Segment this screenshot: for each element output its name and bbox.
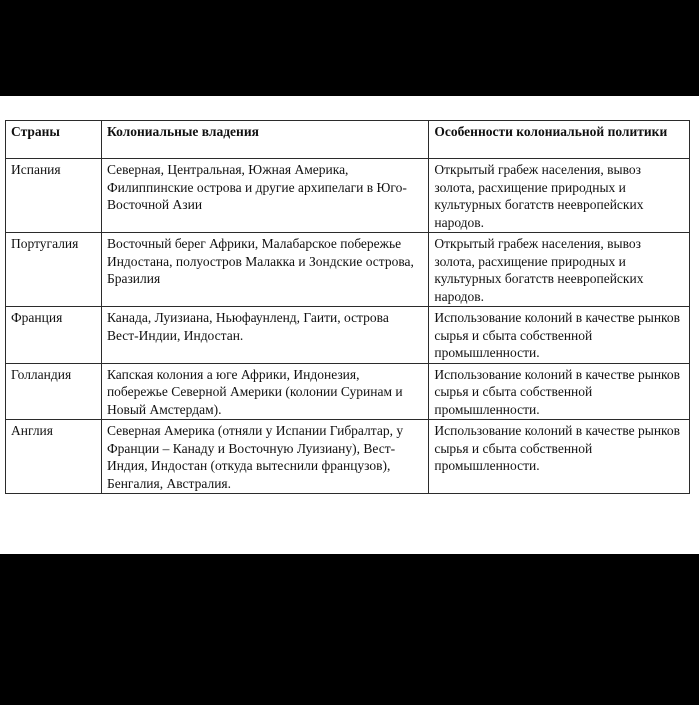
table-row [6, 420, 690, 494]
cell-policy: Использование колоний в качестве рынков сырья и сбыта собственной промышленности. [429, 420, 690, 494]
document-page [0, 96, 699, 554]
cell-country: Испания [6, 159, 102, 233]
cell-policy: Использование колоний в качестве рынков сырья и сбыта собственной промышленности. [429, 363, 690, 420]
table-row [6, 307, 690, 364]
colonial-policy-table [5, 120, 690, 494]
cell-possessions: Канада, Луизиана, Ньюфаунленд, Гаити, острова Вест-Индии, Индостан. [101, 307, 428, 364]
cell-possessions: Восточный берег Африки, Малабарское побережье Индостана, полуостров Малакка и Зондские острова, Бразилия [101, 233, 428, 307]
table-row [6, 159, 690, 233]
header-policy-features: Особенности колониальной политики [429, 121, 690, 159]
cell-country: Франция [6, 307, 102, 364]
cell-country: Португалия [6, 233, 102, 307]
table-row [6, 233, 690, 307]
header-countries: Страны [6, 121, 102, 159]
cell-possessions: Капская колония а юге Африки, Индонезия, побережье Северной Америки (колонии Суринам и Новый Амстердам). [101, 363, 428, 420]
cell-possessions: Северная Америка (отняли у Испании Гибралтар, у Франции – Канаду и Восточную Луизиану), Вест-Индия, Индостан (откуда вытеснили французов), Бенгалия, Австралия. [101, 420, 428, 494]
header-colonial-possessions: Колониальные владения [101, 121, 428, 159]
table-row [6, 363, 690, 420]
cell-policy: Использование колоний в качестве рынков сырья и сбыта собственной промышленности. [429, 307, 690, 364]
table-header-row [6, 121, 690, 159]
cell-policy: Открытый грабеж населения, вывоз золота, расхищение природных и культурных богатств неевропейских народов. [429, 233, 690, 307]
cell-country: Голландия [6, 363, 102, 420]
cell-country: Англия [6, 420, 102, 494]
cell-policy: Открытый грабеж населения, вывоз золота, расхищение природных и культурных богатств неевропейских народов. [429, 159, 690, 233]
cell-possessions: Северная, Центральная, Южная Америка, Филиппинские острова и другие архипелаги в Юго-Восточной Азии [101, 159, 428, 233]
